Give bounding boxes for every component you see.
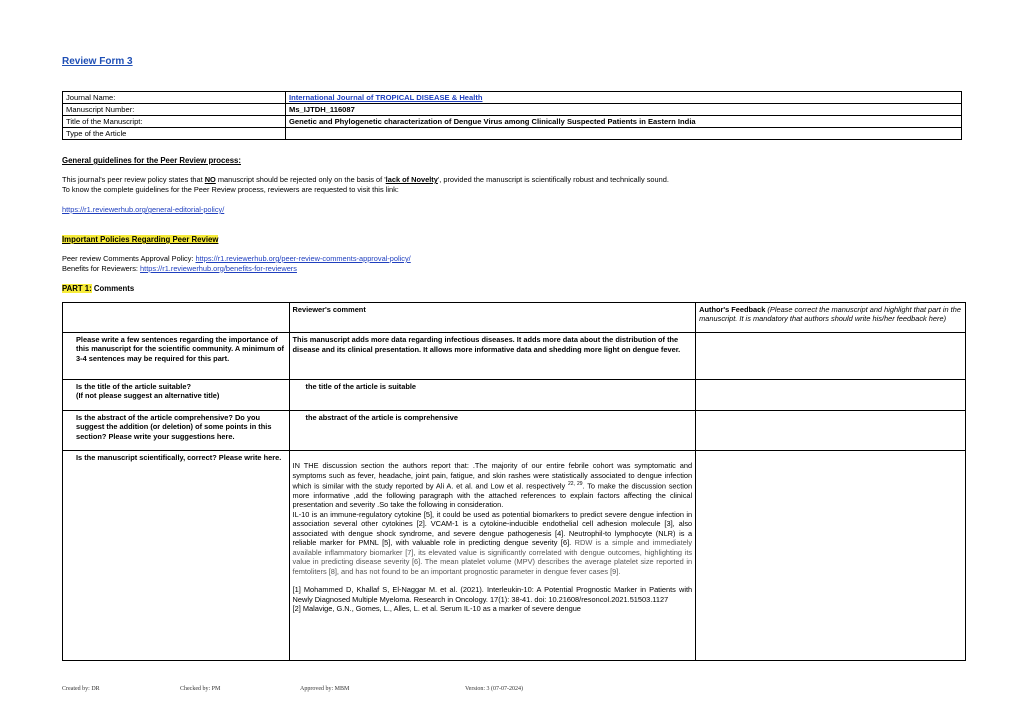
- comment-p2-rdw: RDW is a simple and immediately available inflammatory biomarker [7], its elevated value is significantly correlated with dengue outcomes, highlighting its value in predicting disease severity [6].: [292, 538, 693, 567]
- question-scientific: Is the manuscript scientifically, correct? Please write here.: [63, 451, 290, 661]
- article-type-row: [63, 128, 962, 140]
- comment-scientific-p2: [293, 510, 693, 577]
- journal-name-label: Journal Name:: [63, 92, 286, 104]
- question-title-line2: (If not please suggest an alternative title): [76, 391, 220, 401]
- table-header-row: [63, 303, 966, 333]
- comment-p1-text-b: . To make the discussion section more informative ,add the following paragraph with the attached references to explain factors affecting the clinical presentation and severity .So take the following in consideration.: [292, 481, 693, 510]
- author-feedback-title: Author's Feedback: [699, 305, 766, 314]
- comment-p2-mpv: The mean platelet volume (MPV) describes the average platelet size reported in femtoliters [8], and has not found to be an important prognostic parameter in dengue fever cases [9].: [292, 557, 693, 576]
- review-comments-table: [62, 302, 966, 661]
- feedback-title[interactable]: [696, 380, 966, 411]
- question-abstract: Is the abstract of the article comprehensive? Do you suggest the addition (or deletion) of some points in this section? Please write your suggestions here.: [63, 411, 290, 451]
- journal-name-link[interactable]: International Journal of TROPICAL DISEASE & Health: [289, 93, 483, 102]
- question-title: [63, 380, 290, 411]
- manuscript-title-value: Genetic and Phylogenetic characterization of Dengue Virus among Clinically Suspected Patients in Eastern India: [286, 116, 962, 128]
- feedback-scientific[interactable]: [696, 451, 966, 661]
- comment-scientific: [289, 451, 696, 661]
- reference-1: [1] Mohammed D, Khallaf S, El-Naggar M. et al. (2021). Interleukin-10: A Potential Prognostic Marker in Patients with Newly Diagnosed Multiple Myeloma. Research in Oncology. 17(1): 38-41. doi: 10.21608/resoncol.2021.51503.1127: [292, 585, 693, 604]
- header-reviewer-comment: Reviewer's comment: [289, 303, 696, 333]
- comment-p1-text: IN THE discussion section the authors report that: .The majority of our entire febrile cohort was symptomatic and symptoms such as fever, headache, joint pain, fatigue, and skin rashes were statistically associated to dengue infection which is similar with the study reported by Ali A. et al. and Low et al. respectively: [292, 461, 693, 491]
- manuscript-info-table: [62, 91, 962, 140]
- comment-p2-text: IL-10 is an immune-regulatory cytokine [5], it could be used as potential biomarkers to predict severe dengue infection in association several other cytokines [2]. VCAM-1 is a cytokine-inducible endothelial cell adhesion molecule [3], also associated with dengue shock syndrome, and severe dengue pathogenesis [4]. Neutrophil-to lymphocyte (NLR) is a reliable marker for PMNL [5], with valuable role in predicting dengue severity [6].: [292, 509, 693, 548]
- benefits-label: Benefits for Reviewers:: [62, 263, 141, 273]
- policy-text-b: manuscript should be rejected only on the basis of ': [215, 175, 386, 184]
- policy-no: NO: [204, 175, 216, 184]
- table-row: [63, 411, 966, 451]
- comment-scientific-p1: [293, 461, 693, 510]
- manuscript-title-label: Title of the Manuscript:: [63, 116, 286, 128]
- footer-created: Created by: DR: [62, 686, 100, 692]
- policies-text: [62, 254, 411, 273]
- editorial-policy-link[interactable]: https://r1.reviewerhub.org/general-editorial-policy/: [62, 205, 225, 214]
- policy-text-c: ', provided the manuscript is scientifically robust and technically sound.: [437, 175, 669, 184]
- comment-p1-citation: 22, 29: [567, 481, 583, 487]
- benefits-link[interactable]: https://r1.reviewerhub.org/benefits-for-reviewers: [140, 263, 297, 273]
- form-title: Review Form 3: [62, 56, 133, 67]
- article-type-label: Type of the Article: [63, 128, 286, 140]
- manuscript-number-row: [63, 104, 962, 116]
- feedback-abstract[interactable]: [696, 411, 966, 451]
- part1-heading: [62, 284, 134, 293]
- footer-approved: Approved by: MBM: [300, 686, 350, 692]
- comment-title: the title of the article is suitable: [289, 380, 696, 411]
- table-row: [63, 380, 966, 411]
- question-importance: Please write a few sentences regarding the importance of this manuscript for the scientific community. A minimum of 3-4 sentences may be required for this part.: [63, 333, 290, 380]
- header-question-cell: [63, 303, 290, 333]
- manuscript-number-value: Ms_IJTDH_116087: [286, 104, 962, 116]
- part1-label: PART 1:: [62, 284, 92, 293]
- approval-policy-label: Peer review Comments Approval Policy:: [62, 254, 196, 263]
- footer-checked: Checked by: PM: [180, 686, 221, 692]
- policies-heading: Important Policies Regarding Peer Review: [62, 235, 219, 244]
- header-author-feedback: [696, 303, 966, 333]
- reference-2: [2] Malavige, G.N., Gomes, L., Alles, L. et al. Serum IL-10 as a marker of severe dengue: [292, 604, 581, 614]
- question-title-line1: Is the title of the article suitable?: [76, 382, 191, 391]
- guidelines-policy-line: [62, 175, 962, 185]
- table-row: [63, 333, 966, 380]
- guidelines-visit-line: To know the complete guidelines for the Peer Review process, reviewers are requested to visit this link:: [62, 184, 399, 194]
- policy-lack-of-novelty: lack of Novelty: [385, 175, 438, 184]
- journal-name-row: [63, 92, 962, 104]
- comment-importance: This manuscript adds more data regarding infectious diseases. It adds more data about the distribution of the disease and its clinical presentation. It allows more informative data and shedding more light on dengue fever.: [289, 333, 696, 380]
- guidelines-heading: General guidelines for the Peer Review process:: [62, 156, 241, 165]
- part1-title: Comments: [91, 284, 135, 293]
- manuscript-title-row: [63, 116, 962, 128]
- table-row: [63, 451, 966, 661]
- manuscript-number-label: Manuscript Number:: [63, 104, 286, 116]
- comment-abstract: the abstract of the article is comprehensive: [289, 411, 696, 451]
- feedback-importance[interactable]: [696, 333, 966, 380]
- policy-text-a: This journal's peer review policy states that: [62, 175, 205, 184]
- guidelines-text: [62, 175, 962, 194]
- article-type-value: [286, 128, 962, 140]
- author-feedback-note: (Please correct the manuscript and highlight that part in the manuscript. It is mandatory that authors should write his/her feedback here): [699, 305, 961, 323]
- approval-policy-link[interactable]: https://r1.reviewerhub.org/peer-review-comments-approval-policy/: [195, 254, 411, 263]
- footer-version: Version: 3 (07-07-2024): [465, 686, 523, 692]
